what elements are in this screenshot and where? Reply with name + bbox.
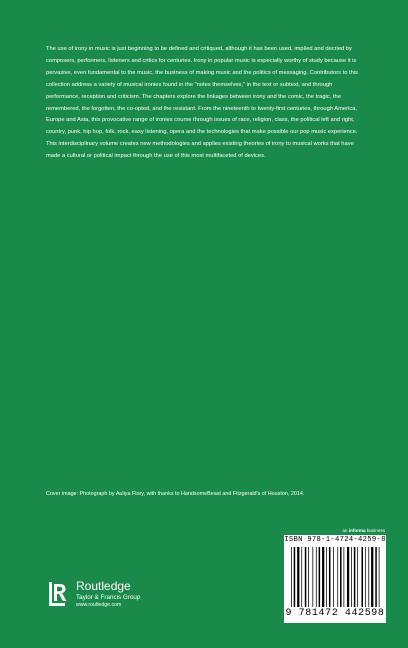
- ean-number: 9 781472 442598: [285, 608, 385, 619]
- publisher-name: Routledge: [76, 579, 131, 593]
- publisher-url: www.routledge.com: [76, 602, 122, 608]
- routledge-r-logo-icon: [46, 580, 68, 610]
- barcode-box: [284, 535, 386, 623]
- informa-brand: informa: [348, 528, 366, 533]
- publisher-group: Taylor & Francis Group: [76, 594, 141, 601]
- blurb-text: The use of irony in music is just beginning to be defined and critiqued, although it has been used, implied and decried by composers, performers, listeners and critics for centuries. Irony in popular music is especially worthy of study because it is pervasive, even fundamental to the music, the business of making music and the politics of messaging. Contributors to this collection address a variety of musical ironies found in the "notes themselves," in the text or subtext, and through performance, reception and criticism. The chapters explore the linkages between irony and the comic, the tragic, the remembered, the forgotten, the co-opted, and the resistant. From the nineteenth to twenty-first centuries, through America, Europe and Asia, this provocative range of ironies course through issues of race, religion, class, the political left and right, country, punk, hip hop, folk, rock, easy listening, opera and the technologies that make possible our pop music experience. This interdisciplinary volume creates new methodologies and applies existing theories of irony to musical works that have made a cultural or political impact through the use of this most multifaceted of devices.: [46, 46, 358, 160]
- informa-business-tagline: [342, 528, 385, 534]
- cover-image-credit: Cover image: Photograph by Auliya Flory, with thanks to HandsomeBeast and Fitzgerald's of Houston, 2014.: [46, 491, 305, 497]
- informa-prefix: an: [342, 528, 349, 533]
- informa-suffix: business: [365, 528, 385, 533]
- isbn-number: ISBN 978-1-4724-4259-8: [284, 536, 386, 544]
- barcode-icon: [290, 547, 382, 607]
